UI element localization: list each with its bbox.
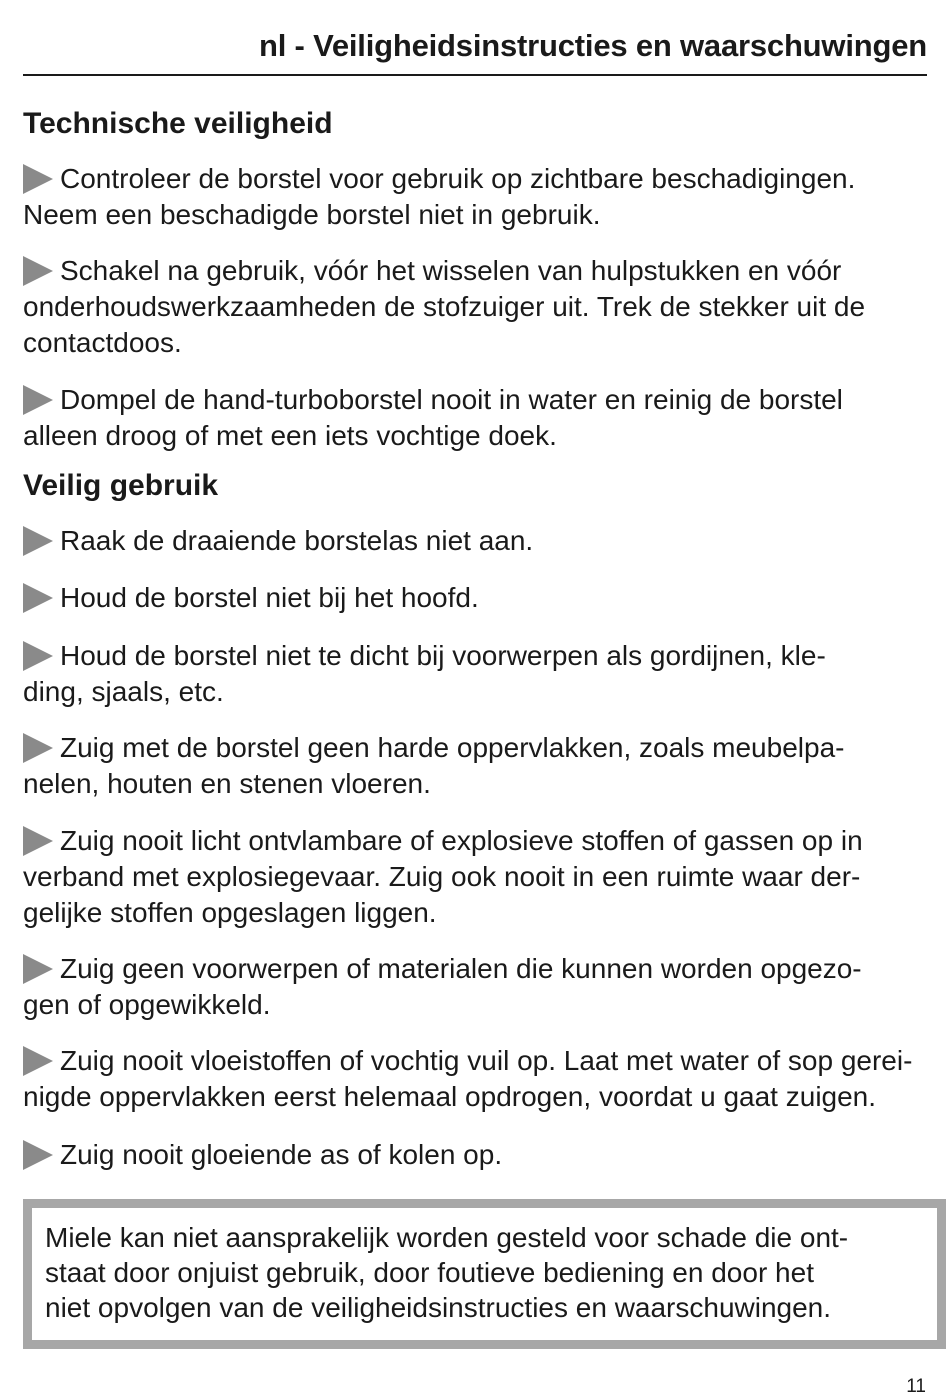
triangle-arrow-icon (23, 1046, 53, 1076)
list-item-line: Zuig met de borstel geen harde oppervlakken, zoals meubelpa- (23, 730, 933, 766)
section-heading-technische-veiligheid: Technische veiligheid (23, 107, 333, 140)
liability-notice-box (23, 1199, 946, 1349)
triangle-arrow-icon (23, 583, 53, 613)
list-item (23, 823, 933, 931)
list-item-line: nelen, houten en stenen vloeren. (23, 768, 431, 799)
list-item-line: nigde oppervlakken eerst helemaal opdrogen, voordat u gaat zuigen. (23, 1081, 877, 1112)
notice-line: Miele kan niet aansprakelijk worden gesteld voor schade die ont- (45, 1222, 849, 1253)
list-item-line: alleen droog of met een iets vochtige doek. (23, 420, 557, 451)
list-item-line: Neem een beschadigde borstel niet in gebruik. (23, 199, 601, 230)
list-item (23, 638, 933, 710)
list-item-line: Zuig nooit vloeistoffen of vochtig vuil op. Laat met water of sop gerei- (23, 1043, 933, 1079)
list-item-line: ding, sjaals, etc. (23, 676, 224, 707)
triangle-arrow-icon (23, 526, 53, 556)
list-item-line: Houd de borstel niet bij het hoofd. (23, 580, 933, 616)
list-item-line: onderhoudswerkzaamheden de stofzuiger uit. Trek de stekker uit de (23, 291, 866, 322)
page-number: 11 (906, 1376, 926, 1397)
list-item (23, 951, 933, 1023)
list-item (23, 253, 933, 361)
triangle-arrow-icon (23, 1140, 53, 1170)
triangle-arrow-icon (23, 164, 53, 194)
notice-line: staat door onjuist gebruik, door foutieve bediening en door het (45, 1257, 814, 1288)
triangle-arrow-icon (23, 641, 53, 671)
list-item (23, 580, 933, 616)
list-item-line: Zuig nooit gloeiende as of kolen op. (23, 1137, 933, 1173)
list-item-line: Zuig nooit licht ontvlambare of explosieve stoffen of gassen op in (23, 823, 933, 859)
triangle-arrow-icon (23, 954, 53, 984)
triangle-arrow-icon (23, 385, 53, 415)
liability-notice-text (45, 1220, 848, 1325)
list-item (23, 161, 933, 233)
list-item (23, 382, 933, 454)
triangle-arrow-icon (23, 733, 53, 763)
list-item-line: contactdoos. (23, 327, 182, 358)
list-item (23, 730, 933, 802)
triangle-arrow-icon (23, 826, 53, 856)
list-item-line: Schakel na gebruik, vóór het wisselen van hulpstukken en vóór (23, 253, 933, 289)
list-item (23, 523, 933, 559)
list-item-line: Dompel de hand-turboborstel nooit in water en reinig de borstel (23, 382, 933, 418)
list-item (23, 1043, 933, 1115)
list-item-line: verband met explosiegevaar. Zuig ook nooit in een ruimte waar der- (23, 861, 861, 892)
notice-line: niet opvolgen van de veiligheidsinstructies en waarschuwingen. (45, 1292, 832, 1323)
triangle-arrow-icon (23, 256, 53, 286)
list-item-line: Controleer de borstel voor gebruik op zichtbare beschadigingen. (23, 161, 933, 197)
list-item (23, 1137, 933, 1173)
list-item-line: gen of opgewikkeld. (23, 989, 271, 1020)
page-header (23, 22, 927, 76)
list-item-line: Houd de borstel niet te dicht bij voorwerpen als gordijnen, kle- (23, 638, 933, 674)
list-item-line: gelijke stoffen opgeslagen liggen. (23, 897, 437, 928)
list-item-line: Raak de draaiende borstelas niet aan. (23, 523, 933, 559)
page-title: nl - Veiligheidsinstructies en waarschuwingen (258, 28, 927, 63)
section-heading-veilig-gebruik: Veilig gebruik (23, 469, 219, 502)
list-item-line: Zuig geen voorwerpen of materialen die kunnen worden opgezo- (23, 951, 933, 987)
